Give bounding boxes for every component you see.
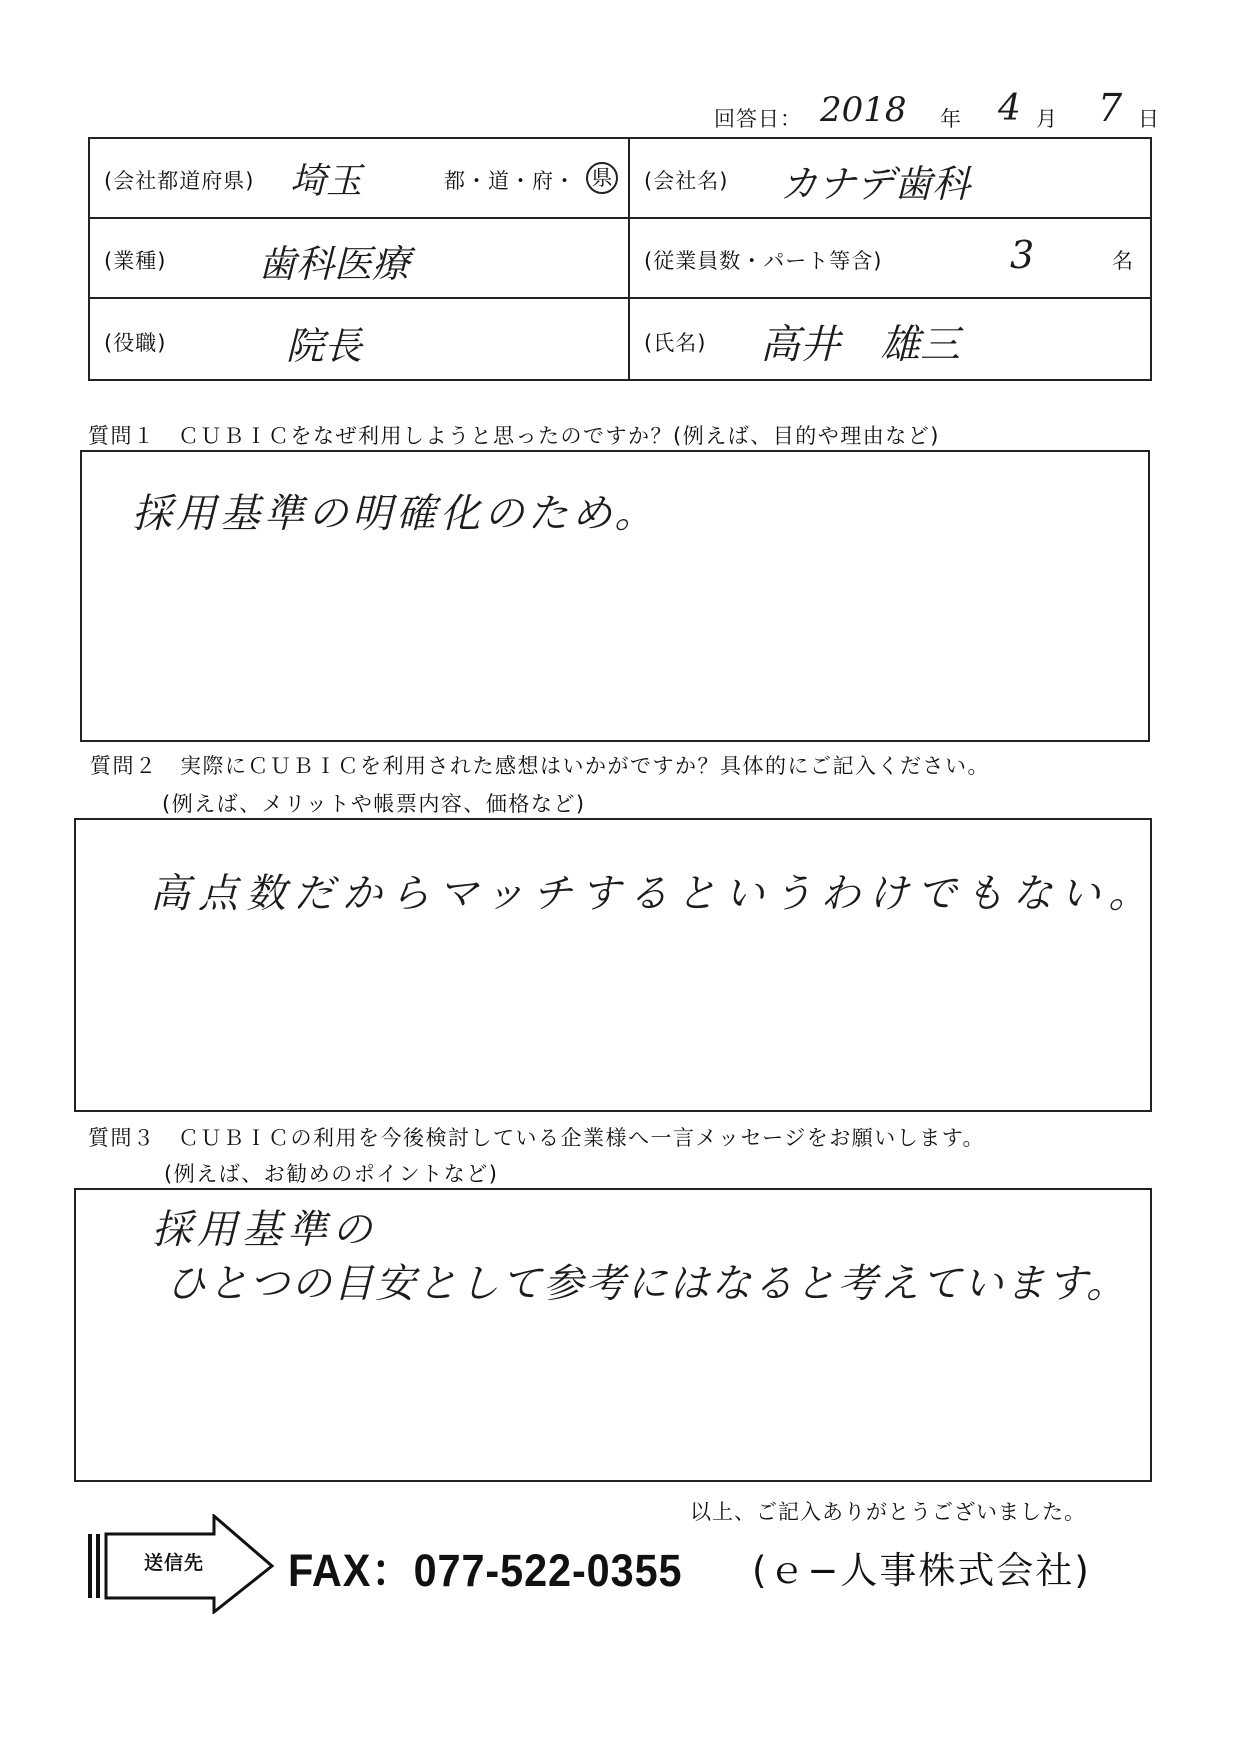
employees-label: (従業員数・パート等含) bbox=[644, 249, 883, 273]
question-1-title: 質問１ ＣＵＢＩＣをなぜ利用しようと思ったのですか？(例えば、目的や理由など) bbox=[88, 424, 940, 448]
question-3-answer-line-2: ひとつの目安として参考にはなると考えています。 bbox=[166, 1261, 1128, 1307]
prefecture-value: 埼玉 bbox=[290, 161, 363, 202]
info-table bbox=[88, 137, 1152, 381]
industry-label: (業種) bbox=[104, 249, 167, 273]
name-cell bbox=[630, 299, 1152, 381]
date-label: 回答日： bbox=[714, 107, 802, 131]
prefecture-cell bbox=[90, 139, 628, 217]
date-year-unit: 年 bbox=[940, 107, 962, 131]
name-value: 高井 雄三 bbox=[760, 322, 960, 368]
employees-unit: 名 bbox=[1112, 249, 1134, 273]
employees-value: 3 bbox=[1010, 233, 1035, 277]
position-cell bbox=[90, 299, 628, 381]
question-3-subtitle: (例えば、お勧めのポイントなど) bbox=[164, 1162, 499, 1186]
question-3-answer-line-1: 採用基準の bbox=[152, 1207, 377, 1253]
question-1-answer-line: 採用基準の明確化のため。 bbox=[132, 491, 659, 537]
position-value: 院長 bbox=[286, 324, 363, 368]
date-day: 7 bbox=[1098, 86, 1123, 130]
question-2-answer-box bbox=[74, 818, 1157, 1112]
send-to-label: 送信先 bbox=[144, 1552, 205, 1574]
question-3-title: 質問３ ＣＵＢＩＣの利用を今後検討している企業様へ一言メッセージをお願いします。 bbox=[88, 1126, 986, 1150]
date-day-unit: 日 bbox=[1138, 107, 1160, 131]
date-month: 4 bbox=[998, 88, 1021, 129]
question-2-subtitle: (例えば、メリットや帳票内容、価格など) bbox=[162, 792, 586, 816]
employees-cell bbox=[630, 219, 1152, 297]
question-2-title: 質問２ 実際にＣＵＢＩＣを利用された感想はいかがですか？具体的にご記入ください。 bbox=[90, 754, 990, 778]
fax-number: FAX：077-522-0355 bbox=[288, 1545, 683, 1596]
question-3-answer-box bbox=[74, 1188, 1152, 1482]
thanks-text: 以上、ご記入ありがとうございました。 bbox=[690, 1500, 1086, 1524]
prefecture-selected: 県 bbox=[586, 162, 618, 194]
name-label: (氏名) bbox=[644, 331, 707, 355]
position-label: (役職) bbox=[104, 331, 167, 355]
date-year: 2018 bbox=[820, 90, 907, 130]
fax-company: (ｅ−人事株式会社) bbox=[752, 1549, 1091, 1592]
industry-cell bbox=[90, 219, 628, 297]
company-label: (会社名) bbox=[644, 169, 729, 193]
company-value: カナデ歯科 bbox=[780, 162, 971, 206]
question-1-answer-box bbox=[80, 450, 1150, 742]
company-cell bbox=[630, 139, 1152, 217]
date-month-unit: 月 bbox=[1036, 107, 1058, 131]
prefecture-label: (会社都道府県) bbox=[104, 169, 255, 193]
industry-value: 歯科医療 bbox=[258, 242, 411, 286]
question-2-answer-line: 高点数だからマッチするというわけでもない。 bbox=[150, 871, 1157, 917]
prefecture-suffix: 都・道・府・ bbox=[444, 169, 576, 193]
